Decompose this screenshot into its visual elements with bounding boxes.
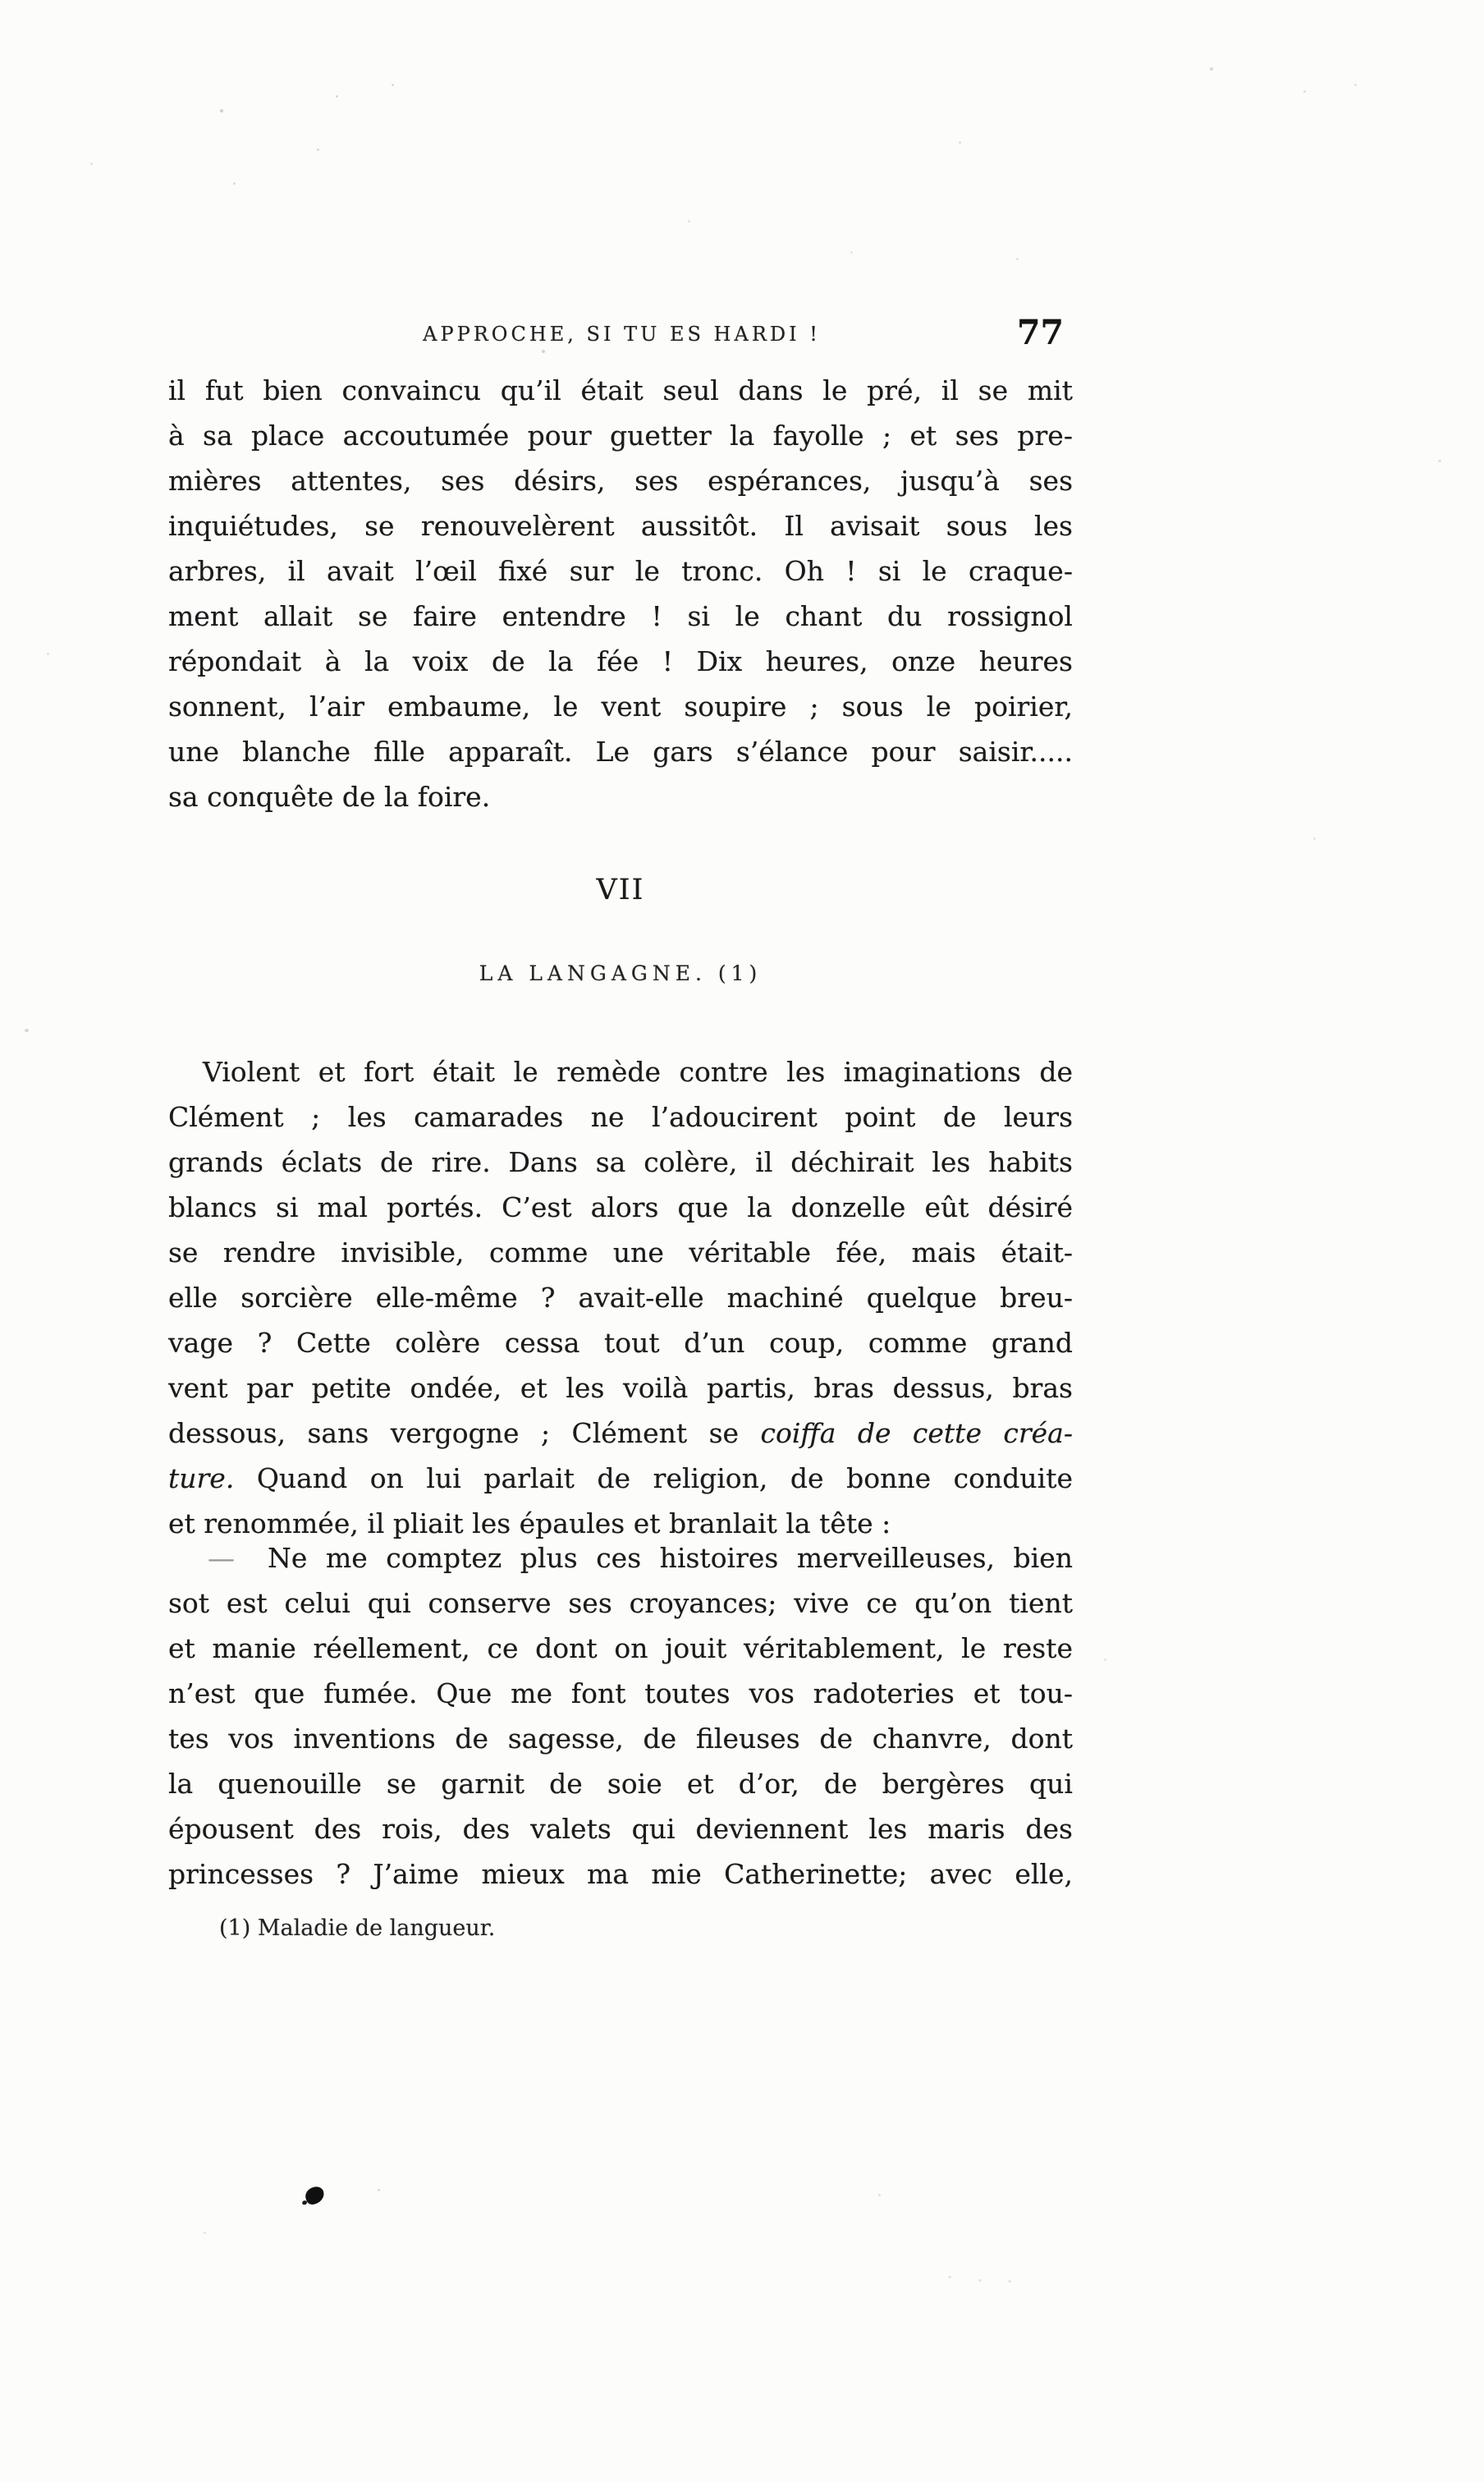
- paper-speck: [336, 95, 338, 98]
- paper-speck: [948, 2276, 951, 2278]
- ink-blot: [303, 2185, 326, 2206]
- text-line: sot est celui qui conserve ses croyances; vive ce qu’on tient: [168, 1587, 1073, 1619]
- text-line: [168, 1456, 1073, 1501]
- paragraph-continuation: [168, 368, 1073, 819]
- dialogue-dash: —: [208, 1542, 233, 1574]
- text-line: à sa place accoutumée pour guetter la fayolle ; et ses pre-: [168, 420, 1073, 452]
- text-segment: Ne me comptez plus ces histoires merveilleuses, bien: [268, 1542, 1073, 1574]
- text-line: n’est que fumée. Que me font toutes vos radoteries et tou-: [168, 1677, 1073, 1709]
- text-line: répondait à la voix de la fée ! Dix heures, onze heures: [168, 645, 1073, 677]
- paper-speck: [1104, 1658, 1106, 1661]
- paper-speck: [1210, 67, 1213, 71]
- paper-speck: [460, 383, 462, 385]
- text-line: la quenouille se garnit de soie et d’or, de bergères qui: [168, 1768, 1073, 1800]
- page-header: [168, 313, 1075, 355]
- text-line: et manie réellement, ce dont on jouit véritablement, le reste: [168, 1632, 1073, 1664]
- running-title: APPROCHE, SI TU ES HARDI !: [423, 323, 821, 346]
- text-line: épousent des rois, des valets qui deviennent les maris des: [168, 1813, 1073, 1845]
- text-line: ment allait se faire entendre ! si le chant du rossignol: [168, 600, 1073, 632]
- paper-speck: [47, 653, 49, 655]
- text-segment: dessous, sans vergogne ; Clément se: [168, 1417, 761, 1449]
- chapter-title: LA LANGAGNE. (1): [479, 961, 763, 985]
- paper-speck: [688, 220, 690, 223]
- text-line: sa conquête de la foire.: [168, 781, 491, 813]
- footnote: (1) Maladie de langueur.: [219, 1915, 496, 1941]
- paragraph-dialogue: [168, 1535, 1073, 1897]
- page-number: 77: [1016, 313, 1064, 352]
- text-line: [168, 1411, 1073, 1456]
- text-line: elle sorcière elle-même ? avait-elle machiné quelque breu-: [168, 1282, 1073, 1314]
- paper-speck: [1438, 460, 1441, 462]
- text-line: [168, 1535, 1073, 1580]
- paper-speck: [878, 2194, 881, 2196]
- text-line: tes vos inventions de sagesse, de fileuses de chanvre, dont: [168, 1723, 1073, 1755]
- paper-speck: [978, 2279, 982, 2282]
- paper-speck: [959, 141, 961, 144]
- text-line: princesses ? J’aime mieux ma mie Catherinette; avec elle,: [168, 1858, 1073, 1890]
- text-line: blancs si mal portés. C’est alors que la donzelle eût désiré: [168, 1191, 1073, 1223]
- paper-speck: [1354, 84, 1357, 86]
- paper-speck: [90, 163, 93, 165]
- paper-speck: [542, 350, 545, 353]
- paper-speck: [317, 149, 319, 151]
- text-line: inquiétudes, se renouvelèrent aussitôt. Il avisait sous les: [168, 510, 1073, 542]
- text-line: et renommée, il pliait les épaules et branlait la tête :: [168, 1507, 891, 1539]
- text-line: grands éclats de rire. Dans sa colère, il déchirait les habits: [168, 1146, 1073, 1178]
- paper-speck: [1303, 90, 1306, 93]
- paper-speck: [850, 251, 853, 254]
- paper-speck: [1313, 837, 1316, 840]
- paper-speck: [25, 1029, 29, 1032]
- text-line: mières attentes, ses désirs, ses espérances, jusqu’à ses: [168, 465, 1073, 497]
- italic-text-segment: coiffa de cette créa-: [760, 1417, 1073, 1449]
- text-line: Violent et fort était le remède contre les imaginations de: [203, 1056, 1073, 1088]
- paper-speck: [392, 84, 394, 86]
- paper-speck: [233, 182, 236, 185]
- text-segment: Quand on lui parlait de religion, de bonne conduite: [234, 1462, 1073, 1494]
- paper-speck: [220, 109, 223, 112]
- text-line: vent par petite ondée, et les voilà partis, bras dessus, bras: [168, 1372, 1073, 1404]
- paper-speck: [1016, 258, 1019, 260]
- paper-speck: [1008, 2280, 1011, 2282]
- paper-speck: [204, 2232, 206, 2234]
- paragraph-chapter-opening: [168, 1049, 1073, 1546]
- text-line: vage ? Cette colère cessa tout d’un coup, comme grand: [168, 1327, 1073, 1359]
- text-line: il fut bien convaincu qu’il était seul dans le pré, il se mit: [168, 374, 1073, 406]
- text-line: arbres, il avait l’œil fixé sur le tronc. Oh ! si le craque-: [168, 555, 1073, 587]
- italic-text-segment: ture.: [168, 1462, 235, 1494]
- text-line: une blanche fille apparaît. Le gars s’élance pour saisir.....: [168, 736, 1073, 768]
- paper-speck: [378, 2189, 380, 2191]
- chapter-numeral: VII: [596, 874, 645, 906]
- text-line: Clément ; les camarades ne l’adoucirent point de leurs: [168, 1101, 1073, 1133]
- text-line: sonnent, l’air embaume, le vent soupire ; sous le poirier,: [168, 690, 1073, 723]
- text-line: se rendre invisible, comme une véritable fée, mais était-: [168, 1236, 1073, 1269]
